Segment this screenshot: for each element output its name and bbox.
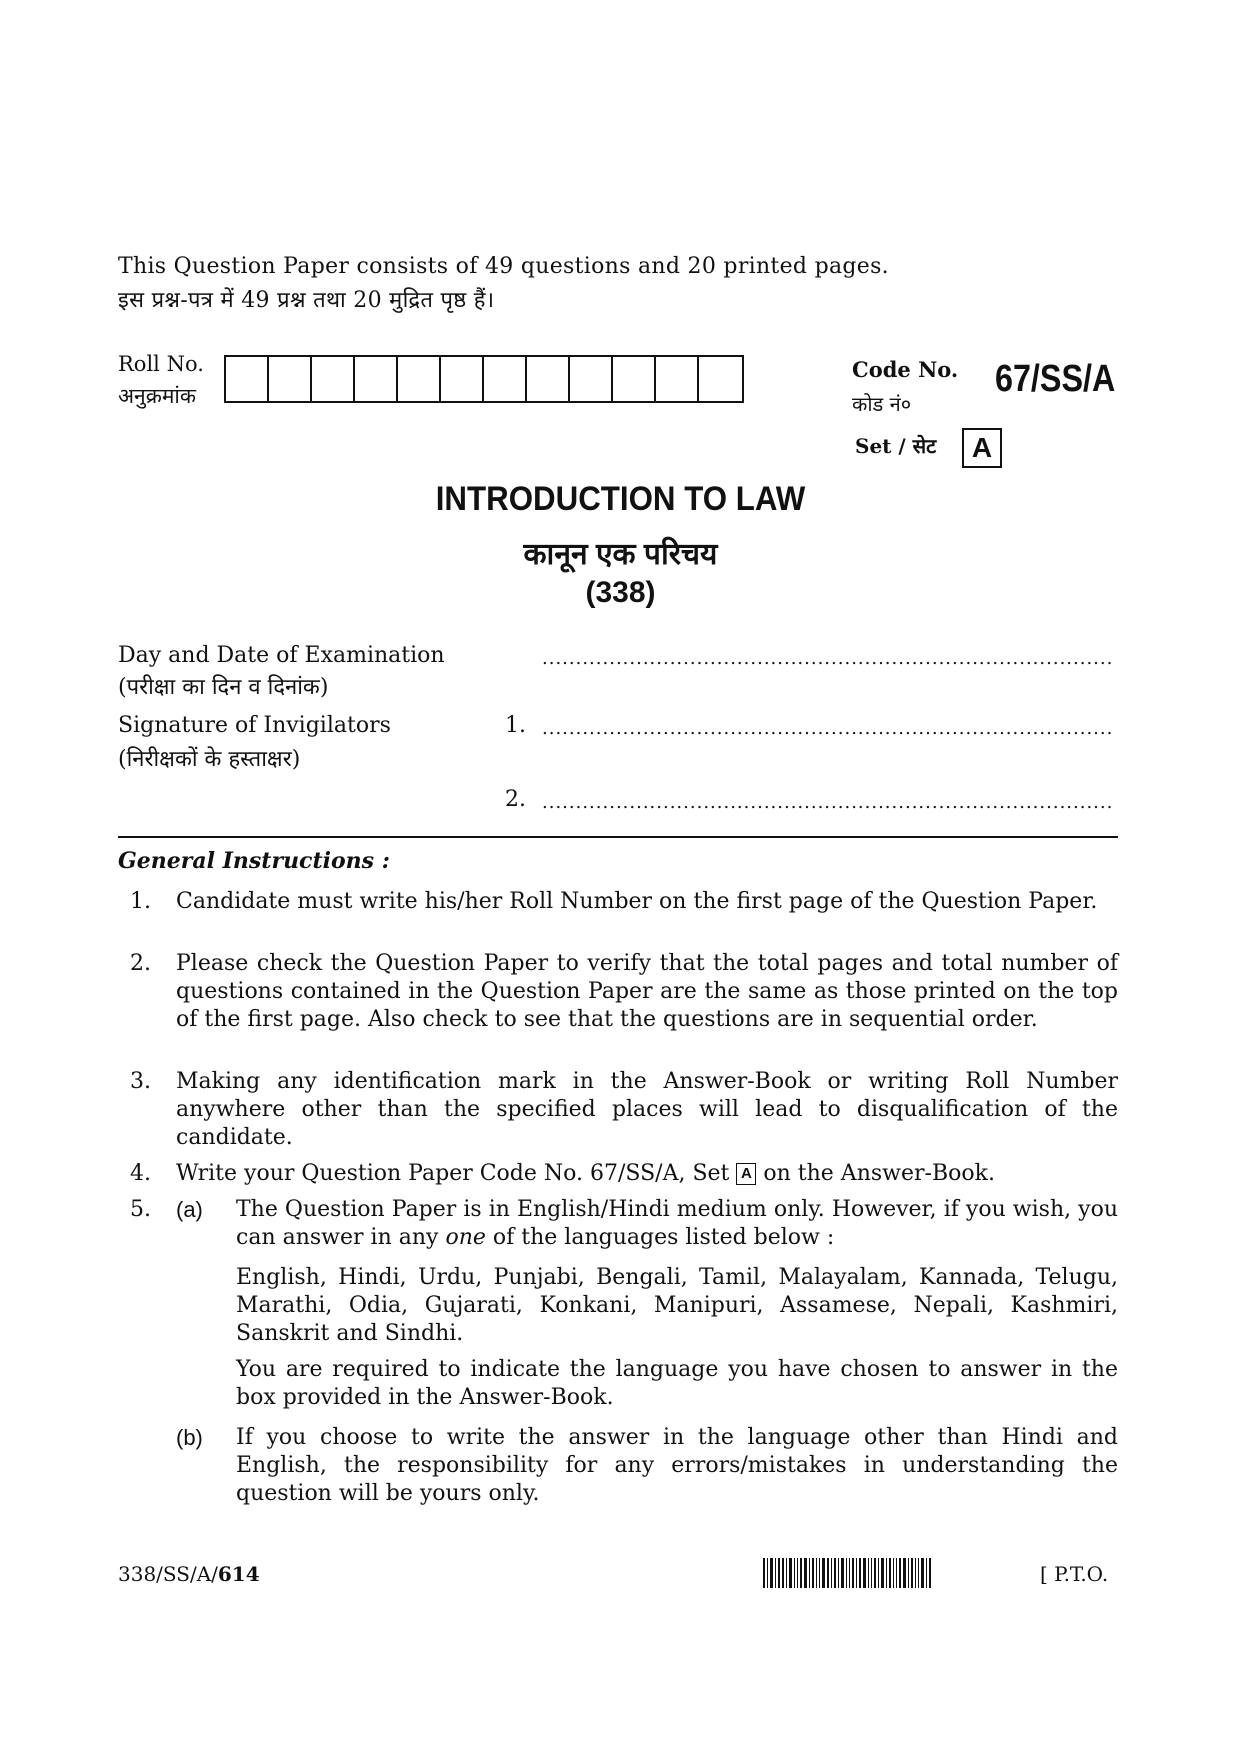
- footer-code: [118, 1562, 260, 1586]
- barcode-icon: [763, 1558, 933, 1588]
- instruction-text-part: of the languages listed below :: [492, 1225, 835, 1250]
- roll-digit-box[interactable]: [355, 357, 398, 401]
- sub-label-a: (a): [176, 1197, 203, 1222]
- set-box: [962, 428, 1002, 468]
- languages-list: English, Hindi, Urdu, Punjabi, Bengali, Tamil, Malayalam, Kannada, Telugu, Marathi, Odia, Gujarati, Konkani, Manipuri, Assamese, Nepali, Kashmiri, Sanskrit and Sindhi.: [236, 1265, 1118, 1346]
- invigilator-label-hi: (निरीक्षकों के हस्ताक्षर): [118, 747, 301, 772]
- roll-digit-box[interactable]: [269, 357, 312, 401]
- roll-digit-box[interactable]: [226, 357, 269, 401]
- instruction-text: [236, 1196, 1118, 1252]
- instruction-number: 5.: [130, 1197, 151, 1222]
- instruction-text: Making any identification mark in the Answer-Book or writing Roll Number anywhere other than the specified places will lead to disqualification of the candidate.: [176, 1069, 1118, 1150]
- instruction-text: If you choose to write the answer in the language other than Hindi and English, the responsibility for any errors/mistakes in understanding the question will be yours only.: [236, 1425, 1118, 1506]
- sub-label-b: (b): [176, 1425, 203, 1450]
- paper-info-en: This Question Paper consists of 49 questions and 20 printed pages.: [118, 254, 889, 279]
- subject-title-hi: कानून एक परिचय: [523, 538, 718, 571]
- exam-date-label-hi: (परीक्षा का दिन व दिनांक): [118, 675, 329, 700]
- exam-date-field[interactable]: .....................................................................................: [542, 648, 1114, 669]
- subject-title-en: INTRODUCTION TO LAW: [435, 480, 806, 518]
- instructions-heading: General Instructions :: [118, 848, 390, 874]
- instruction-emphasis: one: [445, 1225, 486, 1250]
- divider: [118, 836, 1118, 838]
- instruction-text-before: Write your Question Paper Code No. 67/SS/A, Set: [176, 1161, 730, 1186]
- instruction-text-after: on the Answer-Book.: [763, 1161, 995, 1186]
- invigilator-num-1: 1.: [505, 713, 526, 738]
- invigilator-signature-1[interactable]: .....................................................................................: [542, 718, 1114, 739]
- instruction-text-part: The Question Paper is in English/Hindi medium only. However, if you wish, you can answer in any: [236, 1197, 1118, 1250]
- roll-digit-box[interactable]: [613, 357, 656, 401]
- roll-digit-box[interactable]: [484, 357, 527, 401]
- instruction-number: 4.: [130, 1161, 151, 1186]
- roll-digit-box[interactable]: [312, 357, 355, 401]
- invigilator-signature-2[interactable]: .....................................................................................: [542, 792, 1114, 813]
- code-label-hi: कोड नं०: [852, 392, 912, 416]
- roll-digit-box[interactable]: [656, 357, 699, 401]
- roll-digit-box[interactable]: [398, 357, 441, 401]
- roll-digit-box[interactable]: [570, 357, 613, 401]
- set-inline-box: A: [736, 1163, 756, 1185]
- roll-digit-box[interactable]: [699, 357, 742, 401]
- pto-label: [ P.T.O.: [1040, 1562, 1109, 1586]
- paper-info-hi: इस प्रश्न-पत्र में 49 प्रश्न तथा 20 मुद्रित पृष्ठ हैं।: [118, 288, 495, 313]
- roll-digit-box[interactable]: [527, 357, 570, 401]
- set-label: Set / सेट: [855, 434, 937, 458]
- footer-code-prefix: 338/SS/A/: [118, 1562, 218, 1586]
- instruction-number: 1.: [130, 889, 151, 914]
- invigilator-label-en: Signature of Invigilators: [118, 713, 391, 738]
- instruction-text: Please check the Question Paper to verify that the total pages and total number of questions contained in the Question Paper are the same as those printed on the top of the first page. Also check to see that the questions are in sequential order.: [176, 951, 1118, 1032]
- code-number: 67/SS/A: [995, 358, 1116, 400]
- roll-label-en: Roll No.: [118, 352, 204, 376]
- invigilator-num-2: 2.: [505, 787, 526, 812]
- set-value: A: [971, 432, 993, 463]
- instruction-text: You are required to indicate the language you have chosen to answer in the box provided in the Answer-Book.: [236, 1357, 1118, 1410]
- roll-label-hi: अनुक्रमांक: [118, 384, 196, 408]
- instruction-text: Candidate must write his/her Roll Number on the first page of the Question Paper.: [176, 889, 1098, 914]
- roll-digit-box[interactable]: [441, 357, 484, 401]
- roll-number-boxes[interactable]: [224, 355, 744, 403]
- code-label-en: Code No.: [852, 357, 959, 382]
- instruction-number: 2.: [130, 951, 151, 976]
- instruction-text: [176, 1160, 1118, 1188]
- subject-code: (338): [585, 576, 656, 609]
- footer-code-suffix: 614: [217, 1562, 260, 1586]
- exam-date-label-en: Day and Date of Examination: [118, 643, 445, 668]
- instruction-number: 3.: [130, 1069, 151, 1094]
